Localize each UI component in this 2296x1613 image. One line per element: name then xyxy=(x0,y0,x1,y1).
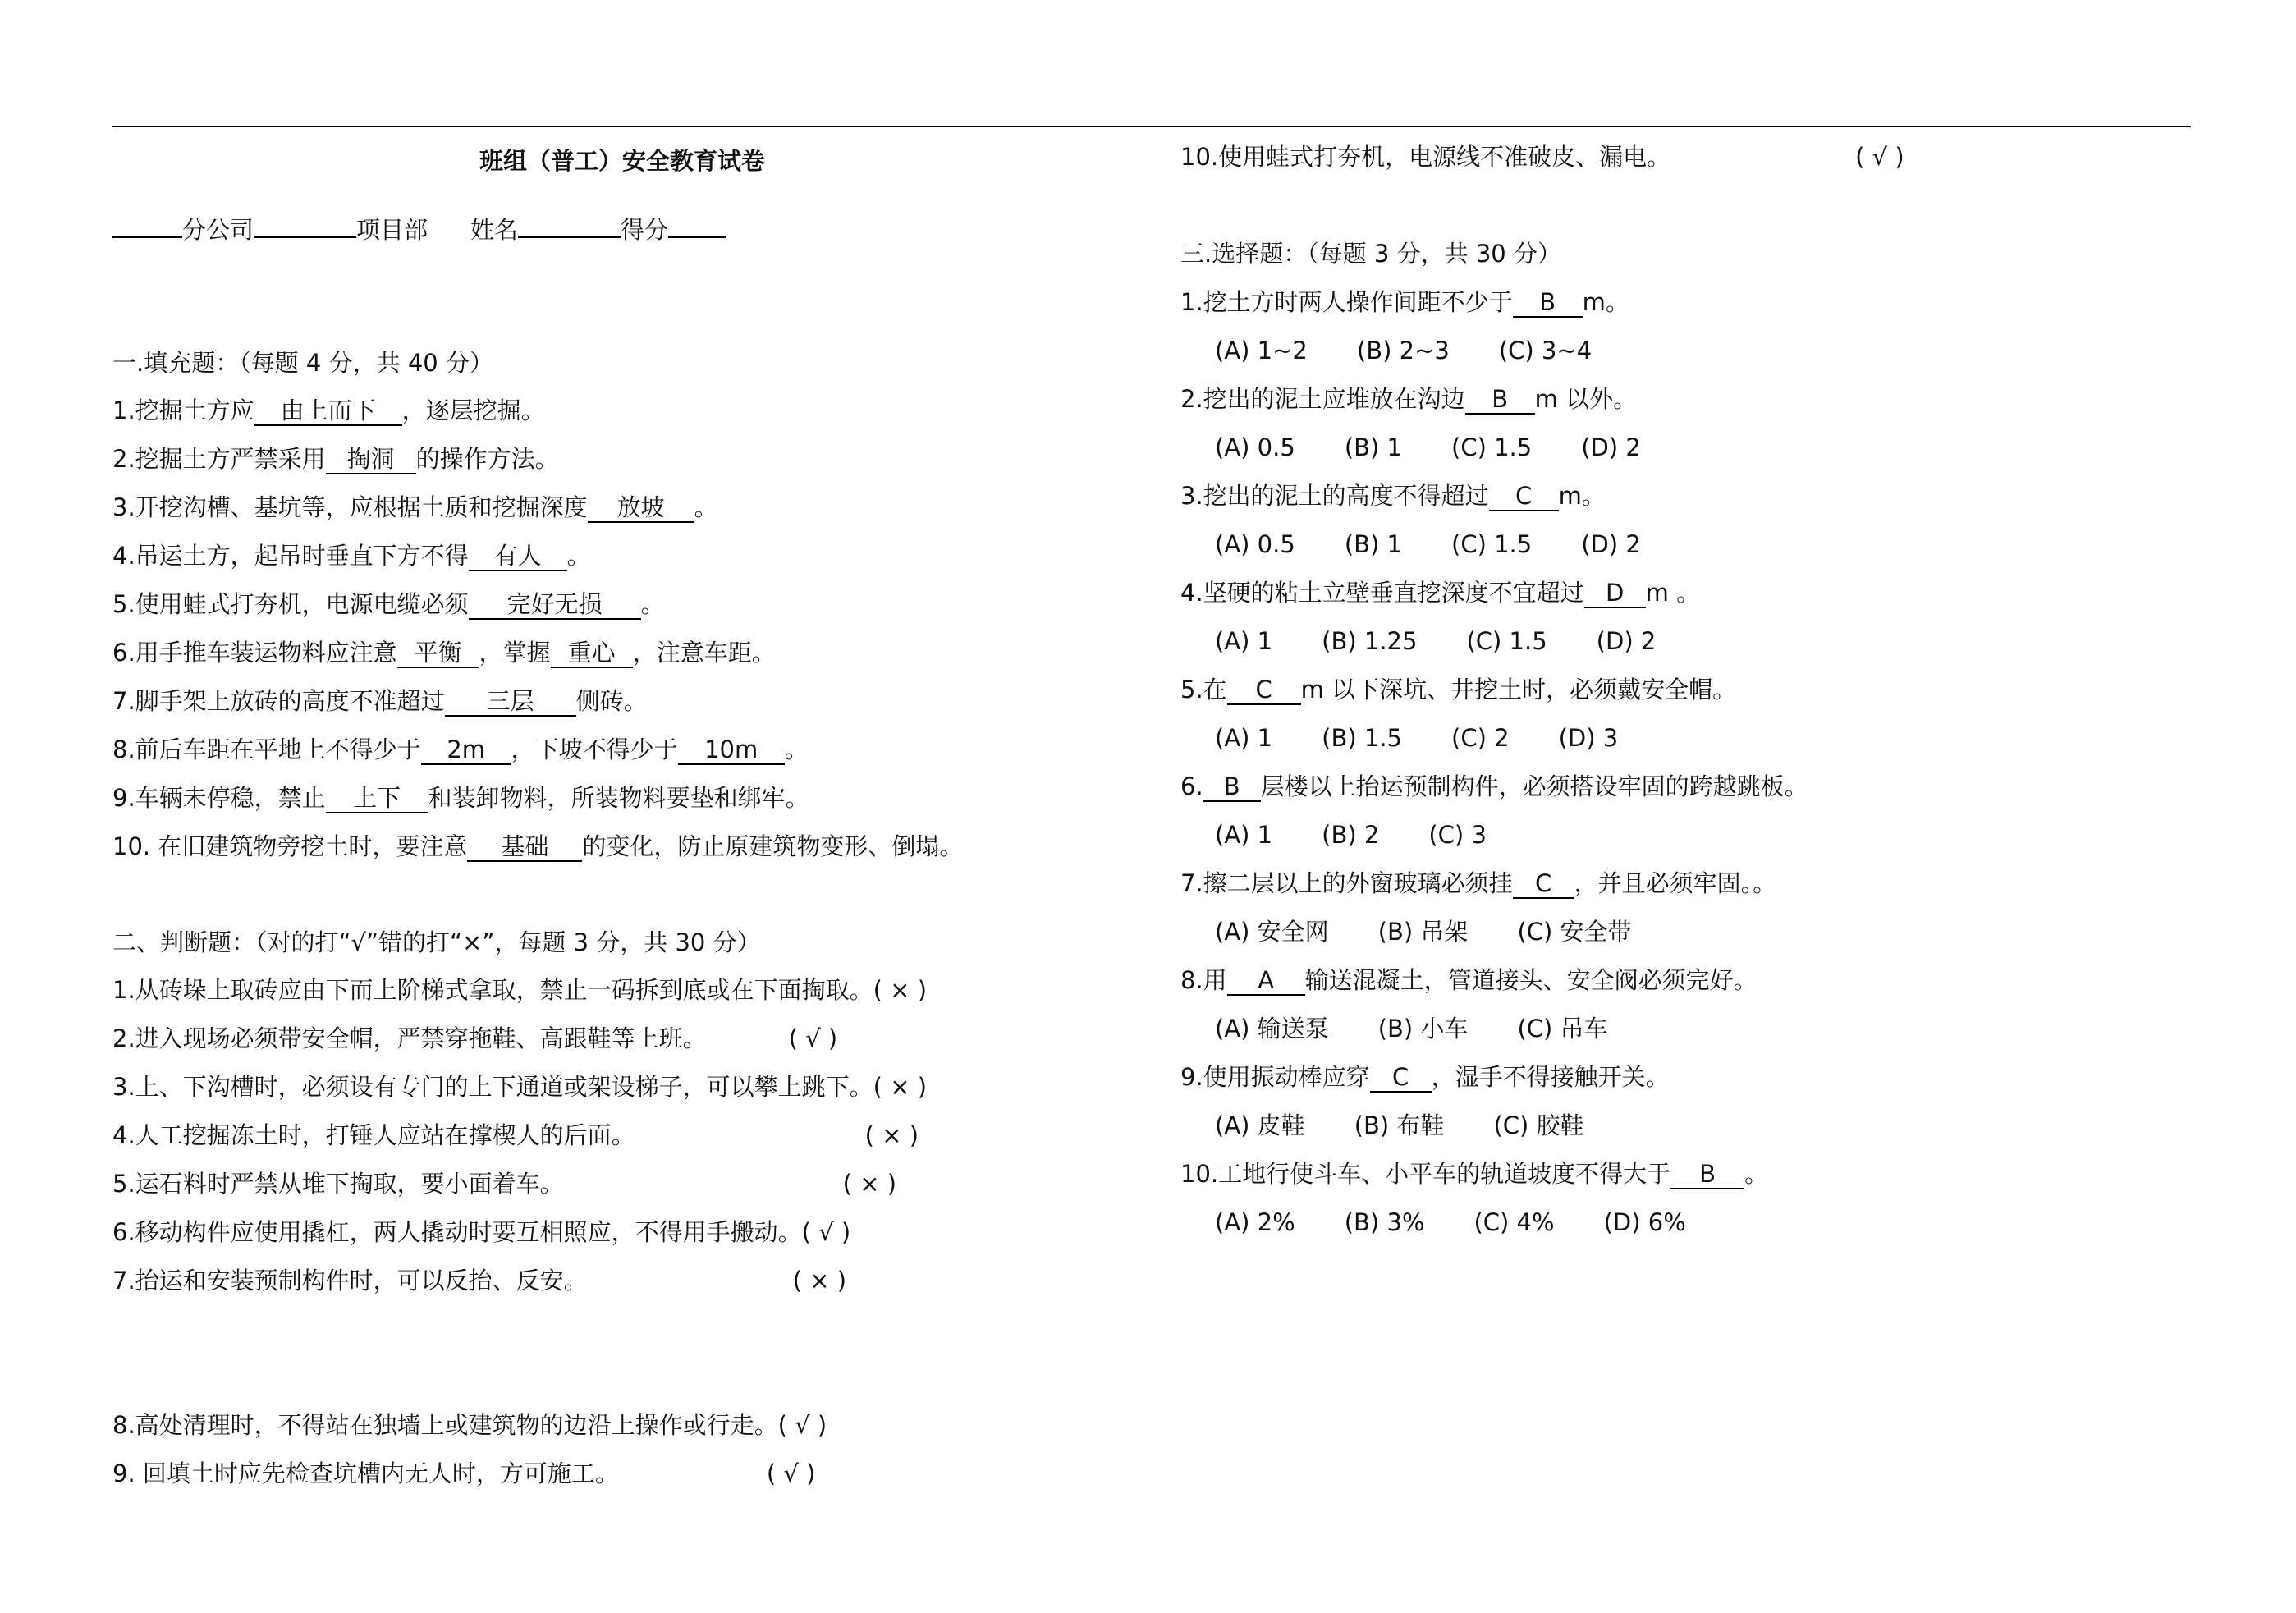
page-title: 班组（普工）安全教育试卷 xyxy=(479,147,766,175)
judge-q3: 3.上、下沟槽时，必须设有专门的上下通道或架设梯子，可以攀上跳下。( × ) xyxy=(112,1073,928,1101)
header-fields xyxy=(112,213,726,246)
project-blank[interactable] xyxy=(254,236,356,238)
top-rule xyxy=(112,126,2191,127)
judge-mark[interactable]: ( × ) xyxy=(873,1073,928,1101)
fill-q7: 7.脚手架上放砖的高度不准超过 三层 侧砖。 xyxy=(112,687,648,715)
judge-q5: 5.运石料时严禁从堆下掏取，要小面着车。 ( × ) xyxy=(112,1170,897,1198)
answer-blank[interactable]: 上下 xyxy=(326,784,428,813)
answer-blank[interactable]: 掏洞 xyxy=(326,445,416,474)
choice-q8-options: (A) 输送泵 (B) 小车 (C) 吊车 xyxy=(1215,1015,1608,1042)
answer-blank[interactable]: A xyxy=(1227,966,1305,996)
choice-q6-options: (A) 1 (B) 2 (C) 3 xyxy=(1215,821,1487,849)
choice-q3: 3.挖出的泥土的高度不得超过 C m。 xyxy=(1180,482,1606,510)
judge-q8: 8.高处清理时，不得站在独墙上或建筑物的边沿上操作或行走。( √ ) xyxy=(112,1411,827,1439)
choice-q1: 1.挖土方时两人操作间距不少于 B m。 xyxy=(1180,288,1629,316)
answer-blank[interactable]: 平衡 xyxy=(397,639,479,668)
judge-mark[interactable]: ( √ ) xyxy=(777,1411,827,1439)
choice-q2-options: (A) 0.5 (B) 1 (C) 1.5 (D) 2 xyxy=(1215,433,1641,461)
answer-blank[interactable]: C xyxy=(1513,869,1574,899)
fill-q4: 4.吊运土方，起吊时垂直下方不得 有人 。 xyxy=(112,542,591,570)
judge-q10: 10.使用蛙式打夯机，电源线不准破皮、漏电。 ( √ ) xyxy=(1180,143,1904,171)
answer-blank[interactable]: D xyxy=(1584,579,1646,608)
fill-q1: 1.挖掘土方应 由上而下 ，逐层挖掘。 xyxy=(112,396,545,424)
project-label: 项目部 xyxy=(356,216,428,244)
answer-blank[interactable]: B xyxy=(1465,385,1535,415)
judge-mark[interactable]: ( √ ) xyxy=(766,1459,816,1487)
judge-q7: 7.抬运和安装预制构件时，可以反抬、反安。 ( × ) xyxy=(112,1267,847,1295)
judge-mark[interactable]: ( × ) xyxy=(864,1121,919,1149)
fill-q2: 2.挖掘土方严禁采用 掏洞 的操作方法。 xyxy=(112,445,559,473)
answer-blank[interactable]: 有人 xyxy=(469,542,567,571)
choice-q5-options: (A) 1 (B) 1.5 (C) 2 (D) 3 xyxy=(1215,724,1619,752)
name-blank[interactable] xyxy=(518,236,621,238)
answer-blank[interactable]: C xyxy=(1227,676,1301,705)
answer-blank[interactable]: 2m xyxy=(421,735,511,765)
judge-mark[interactable]: ( √ ) xyxy=(801,1218,851,1246)
choice-q10: 10.工地行使斗车、小平车的轨道坡度不得大于 B 。 xyxy=(1180,1160,1769,1188)
answer-blank[interactable]: 三层 xyxy=(445,687,576,717)
choice-q9-options: (A) 皮鞋 (B) 布鞋 (C) 胶鞋 xyxy=(1215,1111,1584,1139)
section2-heading: 二、判断题：（对的打“√”错的打“×”，每题 3 分，共 30 分） xyxy=(112,928,761,956)
judge-q4: 4.人工挖掘冻土时，打锤人应站在撑楔人的后面。 ( × ) xyxy=(112,1121,919,1149)
judge-q1: 1.从砖垛上取砖应由下而上阶梯式拿取，禁止一码拆到底或在下面掏取。( × ) xyxy=(112,976,928,1004)
answer-blank[interactable]: 由上而下 xyxy=(254,396,402,426)
judge-mark[interactable]: ( × ) xyxy=(873,976,928,1004)
score-label: 得分 xyxy=(621,216,669,244)
choice-q10-options: (A) 2% (B) 3% (C) 4% (D) 6% xyxy=(1215,1208,1686,1236)
fill-q8: 8.前后车距在平地上不得少于 2m ，下坡不得少于 10m 。 xyxy=(112,735,809,763)
judge-q9: 9. 回填土时应先检查坑槽内无人时，方可施工。 ( √ ) xyxy=(112,1459,816,1487)
fill-q9: 9.车辆未停稳，禁止 上下 和装卸物料，所装物料要垫和绑牢。 xyxy=(112,784,809,812)
choice-q8: 8.用 A 输送混凝土，管道接头、安全阀必须完好。 xyxy=(1180,966,1758,994)
choice-q3-options: (A) 0.5 (B) 1 (C) 1.5 (D) 2 xyxy=(1215,530,1641,558)
choice-q7: 7.擦二层以上的外窗玻璃必须挂 C ，并且必须牢固。。 xyxy=(1180,869,1777,897)
answer-blank[interactable]: C xyxy=(1489,482,1559,511)
answer-blank[interactable]: 10m xyxy=(678,735,785,765)
branch-label: 分公司 xyxy=(182,216,254,244)
answer-blank[interactable]: B xyxy=(1513,288,1583,318)
judge-mark[interactable]: ( × ) xyxy=(792,1267,847,1295)
answer-blank[interactable]: 完好无损 xyxy=(469,590,641,620)
choice-q4: 4.坚硬的粘土立壁垂直挖深度不宜超过 D m 。 xyxy=(1180,579,1701,607)
judge-q6: 6.移动构件应使用撬杠，两人撬动时要互相照应，不得用手搬动。( √ ) xyxy=(112,1218,851,1246)
choice-q2: 2.挖出的泥土应堆放在沟边 B m 以外。 xyxy=(1180,385,1638,413)
answer-blank[interactable]: B xyxy=(1203,772,1261,802)
answer-blank[interactable]: C xyxy=(1370,1063,1432,1093)
fill-q10: 10. 在旧建筑物旁挖土时，要注意 基础 的变化，防止原建筑物变形、倒塌。 xyxy=(112,832,964,860)
name-label: 姓名 xyxy=(470,216,519,244)
answer-blank[interactable]: 重心 xyxy=(551,639,633,668)
judge-q2: 2.进入现场必须带安全帽，严禁穿拖鞋、高跟鞋等上班。 ( √ ) xyxy=(112,1024,838,1052)
section3-heading: 三.选择题：（每题 3 分，共 30 分） xyxy=(1180,240,1561,268)
answer-blank[interactable]: 放坡 xyxy=(588,493,694,523)
choice-q4-options: (A) 1 (B) 1.25 (C) 1.5 (D) 2 xyxy=(1215,627,1657,655)
choice-q7-options: (A) 安全网 (B) 吊架 (C) 安全带 xyxy=(1215,918,1632,946)
branch-blank[interactable] xyxy=(112,236,182,238)
choice-q9: 9.使用振动棒应穿 C ，湿手不得接触开关。 xyxy=(1180,1063,1670,1091)
fill-q3: 3.开挖沟槽、基坑等，应根据土质和挖掘深度 放坡 。 xyxy=(112,493,718,521)
fill-q6: 6.用手推车装运物料应注意 平衡 ，掌握 重心 ，注意车距。 xyxy=(112,639,776,667)
answer-blank[interactable]: 基础 xyxy=(467,832,582,862)
choice-q6: 6. B 层楼以上抬运预制构件，必须搭设牢固的跨越跳板。 xyxy=(1180,772,1808,800)
section1-heading: 一.填充题：（每题 4 分，共 40 分） xyxy=(112,349,493,377)
judge-mark[interactable]: ( √ ) xyxy=(1855,143,1904,171)
judge-mark[interactable]: ( √ ) xyxy=(788,1024,838,1052)
score-blank[interactable] xyxy=(668,236,726,238)
choice-q5: 5.在 C m 以下深坑、井挖土时，必须戴安全帽。 xyxy=(1180,676,1737,703)
choice-q1-options: (A) 1~2 (B) 2~3 (C) 3~4 xyxy=(1215,337,1593,364)
fill-q5: 5.使用蛙式打夯机，电源电缆必须 完好无损 。 xyxy=(112,590,665,618)
judge-mark[interactable]: ( × ) xyxy=(842,1170,897,1198)
answer-blank[interactable]: B xyxy=(1670,1160,1744,1189)
